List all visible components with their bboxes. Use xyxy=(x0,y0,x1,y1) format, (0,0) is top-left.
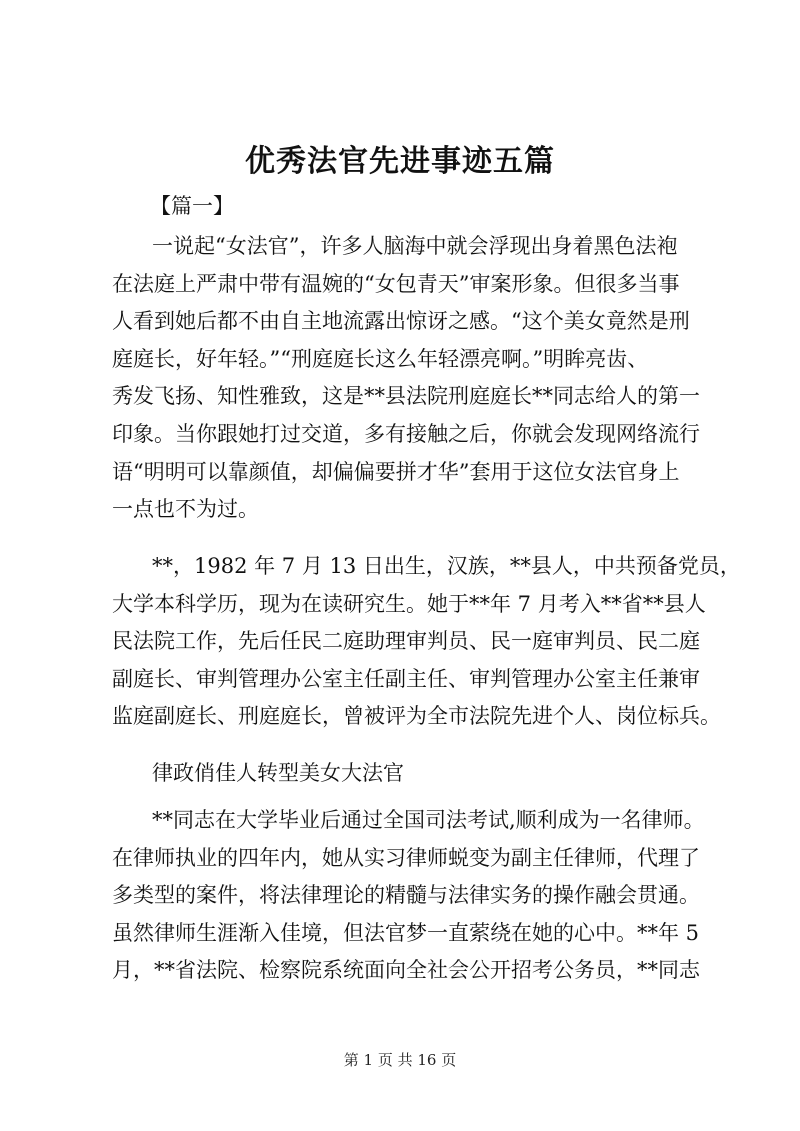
paragraph-line: 在法庭上严肃中带有温婉的“女包青天”审案形象。但很多当事 xyxy=(112,271,680,296)
paragraph-line: 月，**省法院、检察院系统面向全社会公开招考公务员，**同志 xyxy=(112,958,700,983)
document-title: 优秀法官先进事迹五篇 xyxy=(245,144,555,179)
paragraph-line: 一点也不为过。 xyxy=(112,497,259,522)
paragraph-1 xyxy=(112,228,712,529)
paragraph-line: 庭庭长，好年轻。”“刑庭庭长这么年轻漂亮啊。”明眸亮齿、 xyxy=(112,346,649,371)
paragraph-line: **，1982 年 7 月 13 日出生，汉族，**县人，中共预备党员， xyxy=(152,554,741,578)
paragraph-line: 虽然律师生涯渐入佳境，但法官梦一直萦绕在她的心中。**年 5 xyxy=(112,920,700,945)
paragraph-2 xyxy=(112,548,741,736)
page-footer: 第 1 页 共 16 页 xyxy=(343,1051,457,1069)
paragraph-line: 民法院工作，先后任民二庭助理审判员、民一庭审判员、民二庭 xyxy=(112,629,700,654)
paragraph-line: 印象。当你跟她打过交道，多有接触之后，你就会发现网络流行 xyxy=(112,421,700,446)
paragraph-4 xyxy=(112,802,712,990)
subheading xyxy=(112,755,712,793)
paragraph-line: 多类型的案件，将法律理论的精髓与法律实务的操作融会贯通。 xyxy=(112,883,700,908)
paragraph-line: 语“明明可以靠颜值，却偏偏要拼才华”套用于这位女法官身上 xyxy=(112,459,680,484)
subheading-line: 律政俏佳人转型美女大法官 xyxy=(152,761,404,785)
paragraph-line: 秀发飞扬、知性雅致，这是**县法院刑庭庭长**同志给人的第一 xyxy=(112,384,700,409)
section-label: 【篇一】 xyxy=(150,194,234,218)
paragraph-line: **同志在大学毕业后通过全国司法考试,顺利成为一名律师。 xyxy=(152,808,705,832)
paragraph-line: 副庭长、审判管理办公室主任副主任、审判管理办公室主任兼审 xyxy=(112,666,700,691)
paragraph-line: 在律师执业的四年内，她从实习律师蜕变为副主任律师，代理了 xyxy=(112,845,700,870)
paragraph-line: 大学本科学历，现为在读研究生。她于**年 7 月考入**省**县人 xyxy=(112,591,706,616)
paragraph-line: 人看到她后都不由自主地流露出惊讶之感。“这个美女竟然是刑 xyxy=(112,309,690,334)
paragraph-line: 一说起“女法官”，许多人脑海中就会浮现出身着黑色法袍 xyxy=(152,234,678,258)
paragraph-line: 监庭副庭长、刑庭庭长，曾被评为全市法院先进个人、岗位标兵。 xyxy=(112,704,721,729)
